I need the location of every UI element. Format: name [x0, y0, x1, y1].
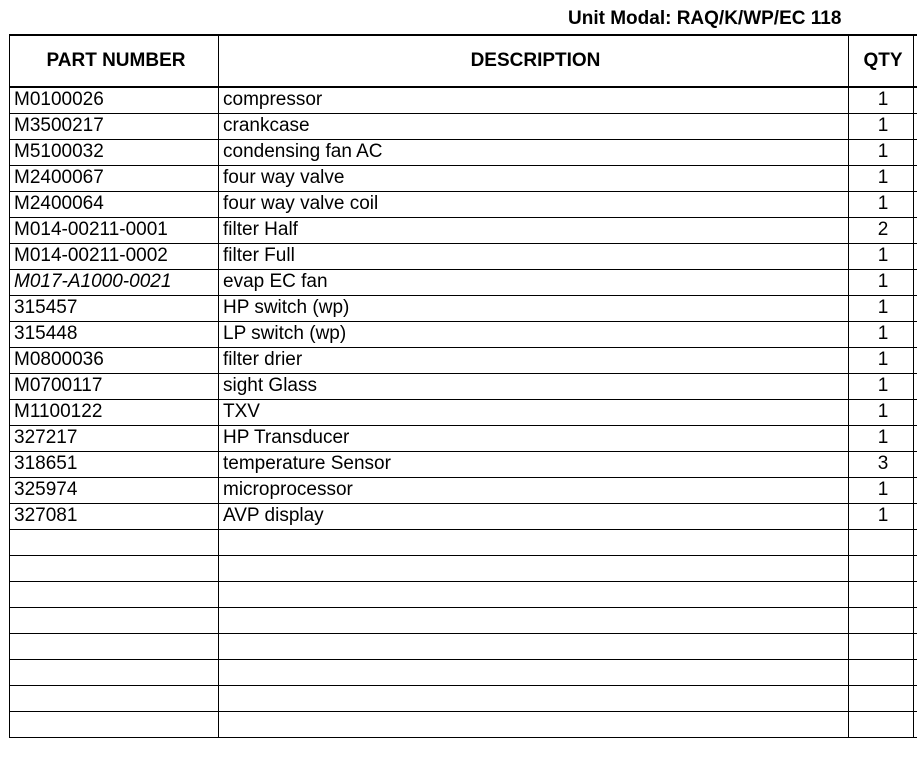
description-cell: microprocessor — [219, 477, 849, 503]
qty-cell — [849, 659, 914, 685]
description-cell: compressor — [219, 87, 849, 113]
description-cell: AVP display — [219, 503, 849, 529]
cutoff-cell — [914, 295, 917, 321]
qty-cell: 2 — [849, 217, 914, 243]
table-row — [10, 113, 917, 139]
cutoff-cell — [914, 581, 917, 607]
empty-table-row — [10, 633, 917, 659]
table-row — [10, 425, 917, 451]
parts-table — [9, 34, 917, 738]
qty-cell: 1 — [849, 87, 914, 113]
part-number-cell — [10, 633, 219, 659]
cutoff-cell — [914, 243, 917, 269]
part-number-cell: M2400067 — [10, 165, 219, 191]
column-header-part-number: PART NUMBER — [10, 35, 219, 87]
cutoff-cell — [914, 555, 917, 581]
table-row — [10, 373, 917, 399]
description-cell — [219, 659, 849, 685]
description-cell: filter Full — [219, 243, 849, 269]
table-row — [10, 243, 917, 269]
description-cell: filter drier — [219, 347, 849, 373]
column-header-cutoff — [914, 35, 917, 87]
table-row — [10, 347, 917, 373]
description-cell: evap EC fan — [219, 269, 849, 295]
qty-cell — [849, 607, 914, 633]
qty-cell: 1 — [849, 191, 914, 217]
part-number-cell: 315457 — [10, 295, 219, 321]
cutoff-cell — [914, 633, 917, 659]
part-number-cell: M3500217 — [10, 113, 219, 139]
cutoff-cell — [914, 321, 917, 347]
part-number-cell: M1100122 — [10, 399, 219, 425]
cutoff-cell — [914, 191, 917, 217]
cutoff-cell — [914, 659, 917, 685]
cutoff-cell — [914, 685, 917, 711]
qty-cell: 1 — [849, 425, 914, 451]
qty-cell: 1 — [849, 269, 914, 295]
cutoff-cell — [914, 373, 917, 399]
table-row — [10, 295, 917, 321]
cutoff-cell — [914, 477, 917, 503]
empty-table-row — [10, 555, 917, 581]
description-cell: HP switch (wp) — [219, 295, 849, 321]
table-row — [10, 321, 917, 347]
cutoff-cell — [914, 87, 917, 113]
description-cell — [219, 633, 849, 659]
column-header-qty: QTY — [849, 35, 914, 87]
cutoff-cell — [914, 113, 917, 139]
part-number-cell — [10, 555, 219, 581]
part-number-cell — [10, 711, 219, 737]
cutoff-cell — [914, 139, 917, 165]
part-number-cell — [10, 659, 219, 685]
table-header-row — [10, 35, 917, 87]
table-row — [10, 451, 917, 477]
qty-cell: 1 — [849, 399, 914, 425]
cutoff-cell — [914, 425, 917, 451]
part-number-cell: M2400064 — [10, 191, 219, 217]
part-number-cell: 318651 — [10, 451, 219, 477]
cutoff-cell — [914, 529, 917, 555]
part-number-cell: M0700117 — [10, 373, 219, 399]
table-row — [10, 165, 917, 191]
table-row — [10, 477, 917, 503]
description-cell: LP switch (wp) — [219, 321, 849, 347]
qty-cell — [849, 685, 914, 711]
qty-cell — [849, 633, 914, 659]
cutoff-cell — [914, 503, 917, 529]
qty-cell: 1 — [849, 295, 914, 321]
part-number-cell: 315448 — [10, 321, 219, 347]
qty-cell: 1 — [849, 165, 914, 191]
qty-cell — [849, 555, 914, 581]
description-cell: temperature Sensor — [219, 451, 849, 477]
qty-cell — [849, 529, 914, 555]
description-cell — [219, 607, 849, 633]
empty-table-row — [10, 685, 917, 711]
part-number-cell: M0100026 — [10, 87, 219, 113]
description-cell — [219, 711, 849, 737]
description-cell — [219, 581, 849, 607]
empty-table-row — [10, 529, 917, 555]
part-number-cell — [10, 685, 219, 711]
part-number-cell — [10, 581, 219, 607]
part-number-cell: 327081 — [10, 503, 219, 529]
cutoff-cell — [914, 451, 917, 477]
part-number-cell: M014-00211-0001 — [10, 217, 219, 243]
empty-table-row — [10, 711, 917, 737]
empty-table-row — [10, 581, 917, 607]
part-number-cell: M5100032 — [10, 139, 219, 165]
cutoff-cell — [914, 607, 917, 633]
qty-cell: 1 — [849, 373, 914, 399]
table-row — [10, 87, 917, 113]
description-cell — [219, 685, 849, 711]
unit-model-title: Unit Modal: RAQ/K/WP/EC 118 — [568, 8, 842, 29]
qty-cell: 1 — [849, 113, 914, 139]
empty-table-row — [10, 659, 917, 685]
description-cell: four way valve coil — [219, 191, 849, 217]
description-cell: condensing fan AC — [219, 139, 849, 165]
cutoff-cell — [914, 399, 917, 425]
part-number-cell: M014-00211-0002 — [10, 243, 219, 269]
qty-cell — [849, 711, 914, 737]
table-row — [10, 217, 917, 243]
description-cell: HP Transducer — [219, 425, 849, 451]
qty-cell: 1 — [849, 477, 914, 503]
column-header-description: DESCRIPTION — [219, 35, 849, 87]
description-cell: filter Half — [219, 217, 849, 243]
qty-cell: 3 — [849, 451, 914, 477]
qty-cell: 1 — [849, 321, 914, 347]
cutoff-cell — [914, 711, 917, 737]
table-row — [10, 139, 917, 165]
part-number-cell: 325974 — [10, 477, 219, 503]
part-number-cell — [10, 607, 219, 633]
qty-cell: 1 — [849, 139, 914, 165]
cutoff-cell — [914, 165, 917, 191]
table-row — [10, 399, 917, 425]
description-cell: crankcase — [219, 113, 849, 139]
part-number-cell: 327217 — [10, 425, 219, 451]
qty-cell: 1 — [849, 347, 914, 373]
cutoff-cell — [914, 217, 917, 243]
table-row — [10, 191, 917, 217]
part-number-cell — [10, 529, 219, 555]
qty-cell: 1 — [849, 243, 914, 269]
description-cell: four way valve — [219, 165, 849, 191]
part-number-cell: M0800036 — [10, 347, 219, 373]
description-cell: TXV — [219, 399, 849, 425]
table-body — [10, 87, 917, 737]
table-row — [10, 269, 917, 295]
empty-table-row — [10, 607, 917, 633]
description-cell — [219, 555, 849, 581]
part-number-cell: M017-A1000-0021 — [10, 269, 219, 295]
table-row — [10, 503, 917, 529]
description-cell: sight Glass — [219, 373, 849, 399]
cutoff-cell — [914, 269, 917, 295]
cutoff-cell — [914, 347, 917, 373]
description-cell — [219, 529, 849, 555]
qty-cell — [849, 581, 914, 607]
qty-cell: 1 — [849, 503, 914, 529]
